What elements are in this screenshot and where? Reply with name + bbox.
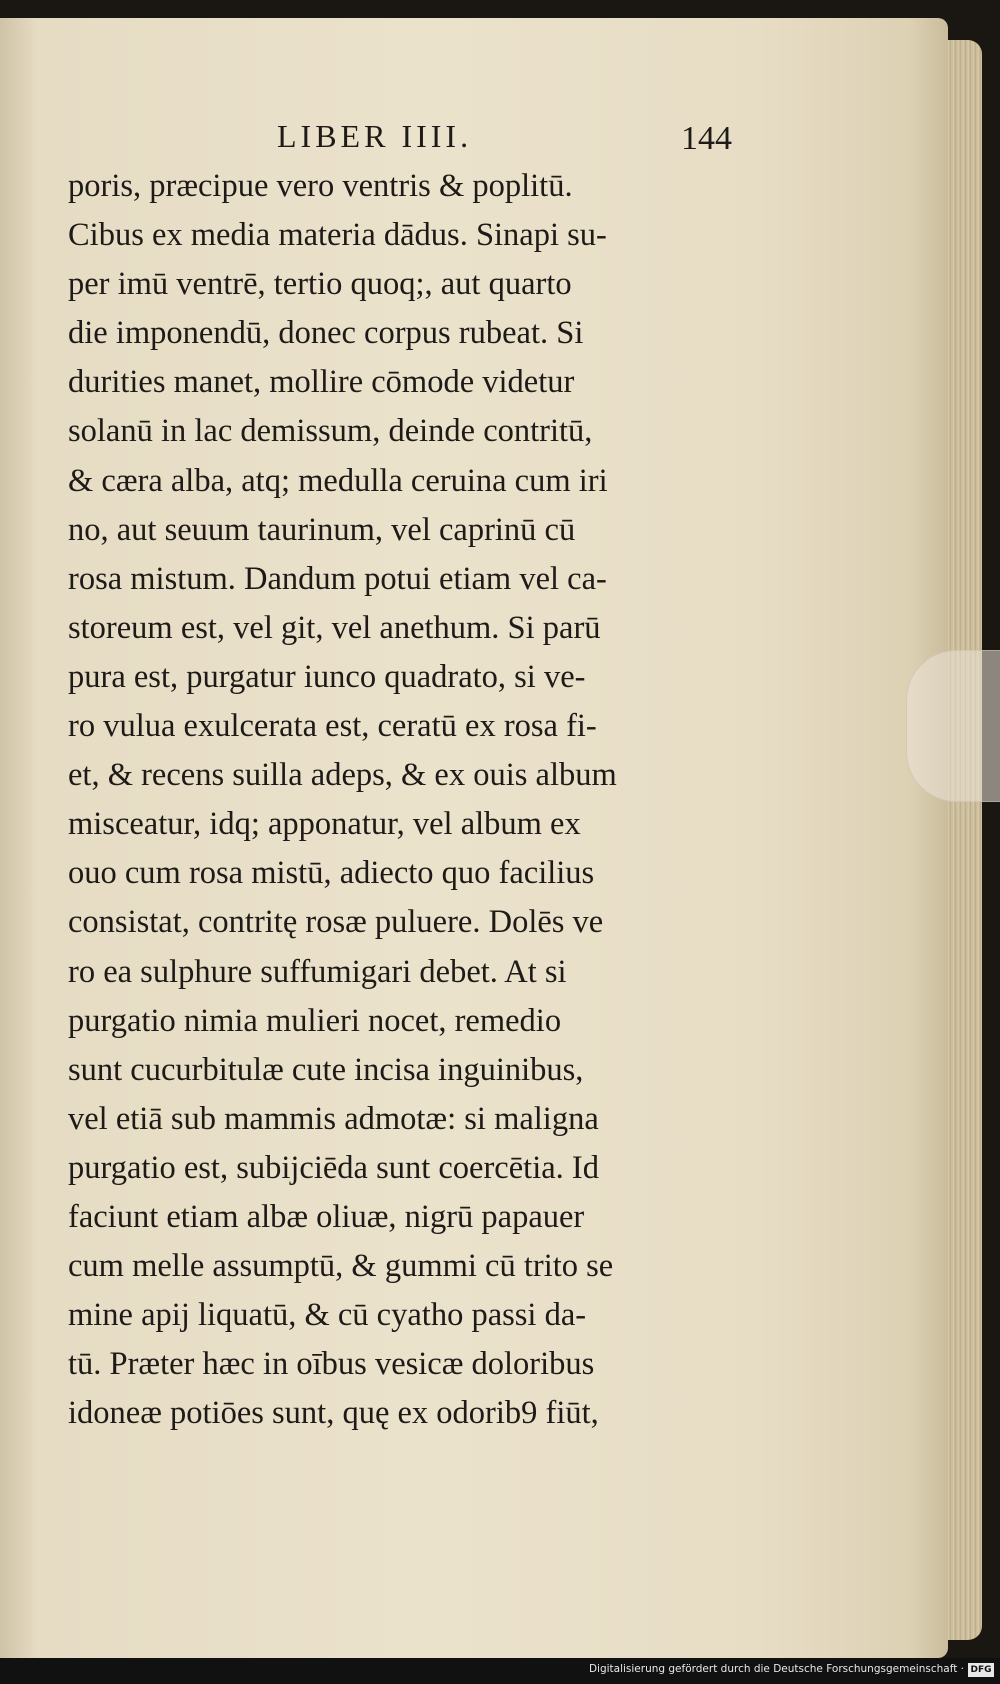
text-block [68,162,738,1438]
dfg-logo: DFG [968,1663,994,1677]
page-number: 144 [681,120,732,157]
running-head: LIBER IIII. [277,118,473,154]
text-line: ro vulua exulcerata est, ceratū ex rosa fi- [68,708,597,745]
text-line: no, aut seuum taurinum, vel caprinū cū [68,511,576,548]
book-page-edges [942,40,982,1640]
text-line: cum melle assumptū, & gummi cū trito se [68,1248,614,1285]
text-line: faciunt etiam albæ oliuæ, nigrū papauer [68,1198,585,1235]
text-line: rosa mistum. Dandum potui etiam vel ca- [68,560,607,597]
text-line: tū. Præter hæc in oībus vesicæ doloribus [68,1346,595,1383]
bookmark-ribbon [906,650,1000,802]
text-line: per imū ventrē, tertio quoq;, aut quarto [68,266,572,303]
text-line: mine apij liquatū, & cū cyatho passi da- [68,1297,587,1334]
text-line: idoneæ potiōes sunt, quę ex odorib9 fiūt, [68,1395,599,1432]
text-line: storeum est, vel git, vel anethum. Si parū [68,609,601,646]
text-line: pura est, purgatur iunco quadrato, si ve- [68,658,586,695]
text-line: ouo cum rosa mistū, adiecto quo facilius [68,855,595,892]
text-line: et, & recens suilla adeps, & ex ouis album [68,757,617,794]
text-line: die imponendū, donec corpus rubeat. Si [68,315,584,352]
text-line: vel etiā sub mammis admotæ: si maligna [68,1100,599,1137]
text-line: ro ea sulphure suffumigari debet. At si [68,953,567,990]
funding-credit: Digitalisierung gefördert durch die Deutsche Forschungsgemeinschaft · [588,1663,964,1675]
text-line: purgatio nimia mulieri nocet, remedio [68,1002,562,1039]
page-header [72,118,732,158]
text-line: purgatio est, subijciēda sunt coercētia. Id [68,1149,599,1186]
text-line: misceatur, idq; apponatur, vel album ex [68,806,581,843]
text-line: sunt cucurbitulæ cute incisa inguinibus, [68,1051,584,1088]
text-line: & cæra alba, atq; medulla ceruina cum iri [68,462,608,499]
text-line: solanū in lac demissum, deinde contritū, [68,413,593,450]
footer-bar [0,1658,1000,1684]
text-line: poris, præcipue vero ventris & poplitū. [68,168,573,204]
text-line: durities manet, mollire cōmode videtur [68,364,575,401]
text-line: consistat, contritę rosæ puluere. Dolēs ve [68,904,604,941]
text-line: Cibus ex media materia dādus. Sinapi su- [68,217,607,254]
